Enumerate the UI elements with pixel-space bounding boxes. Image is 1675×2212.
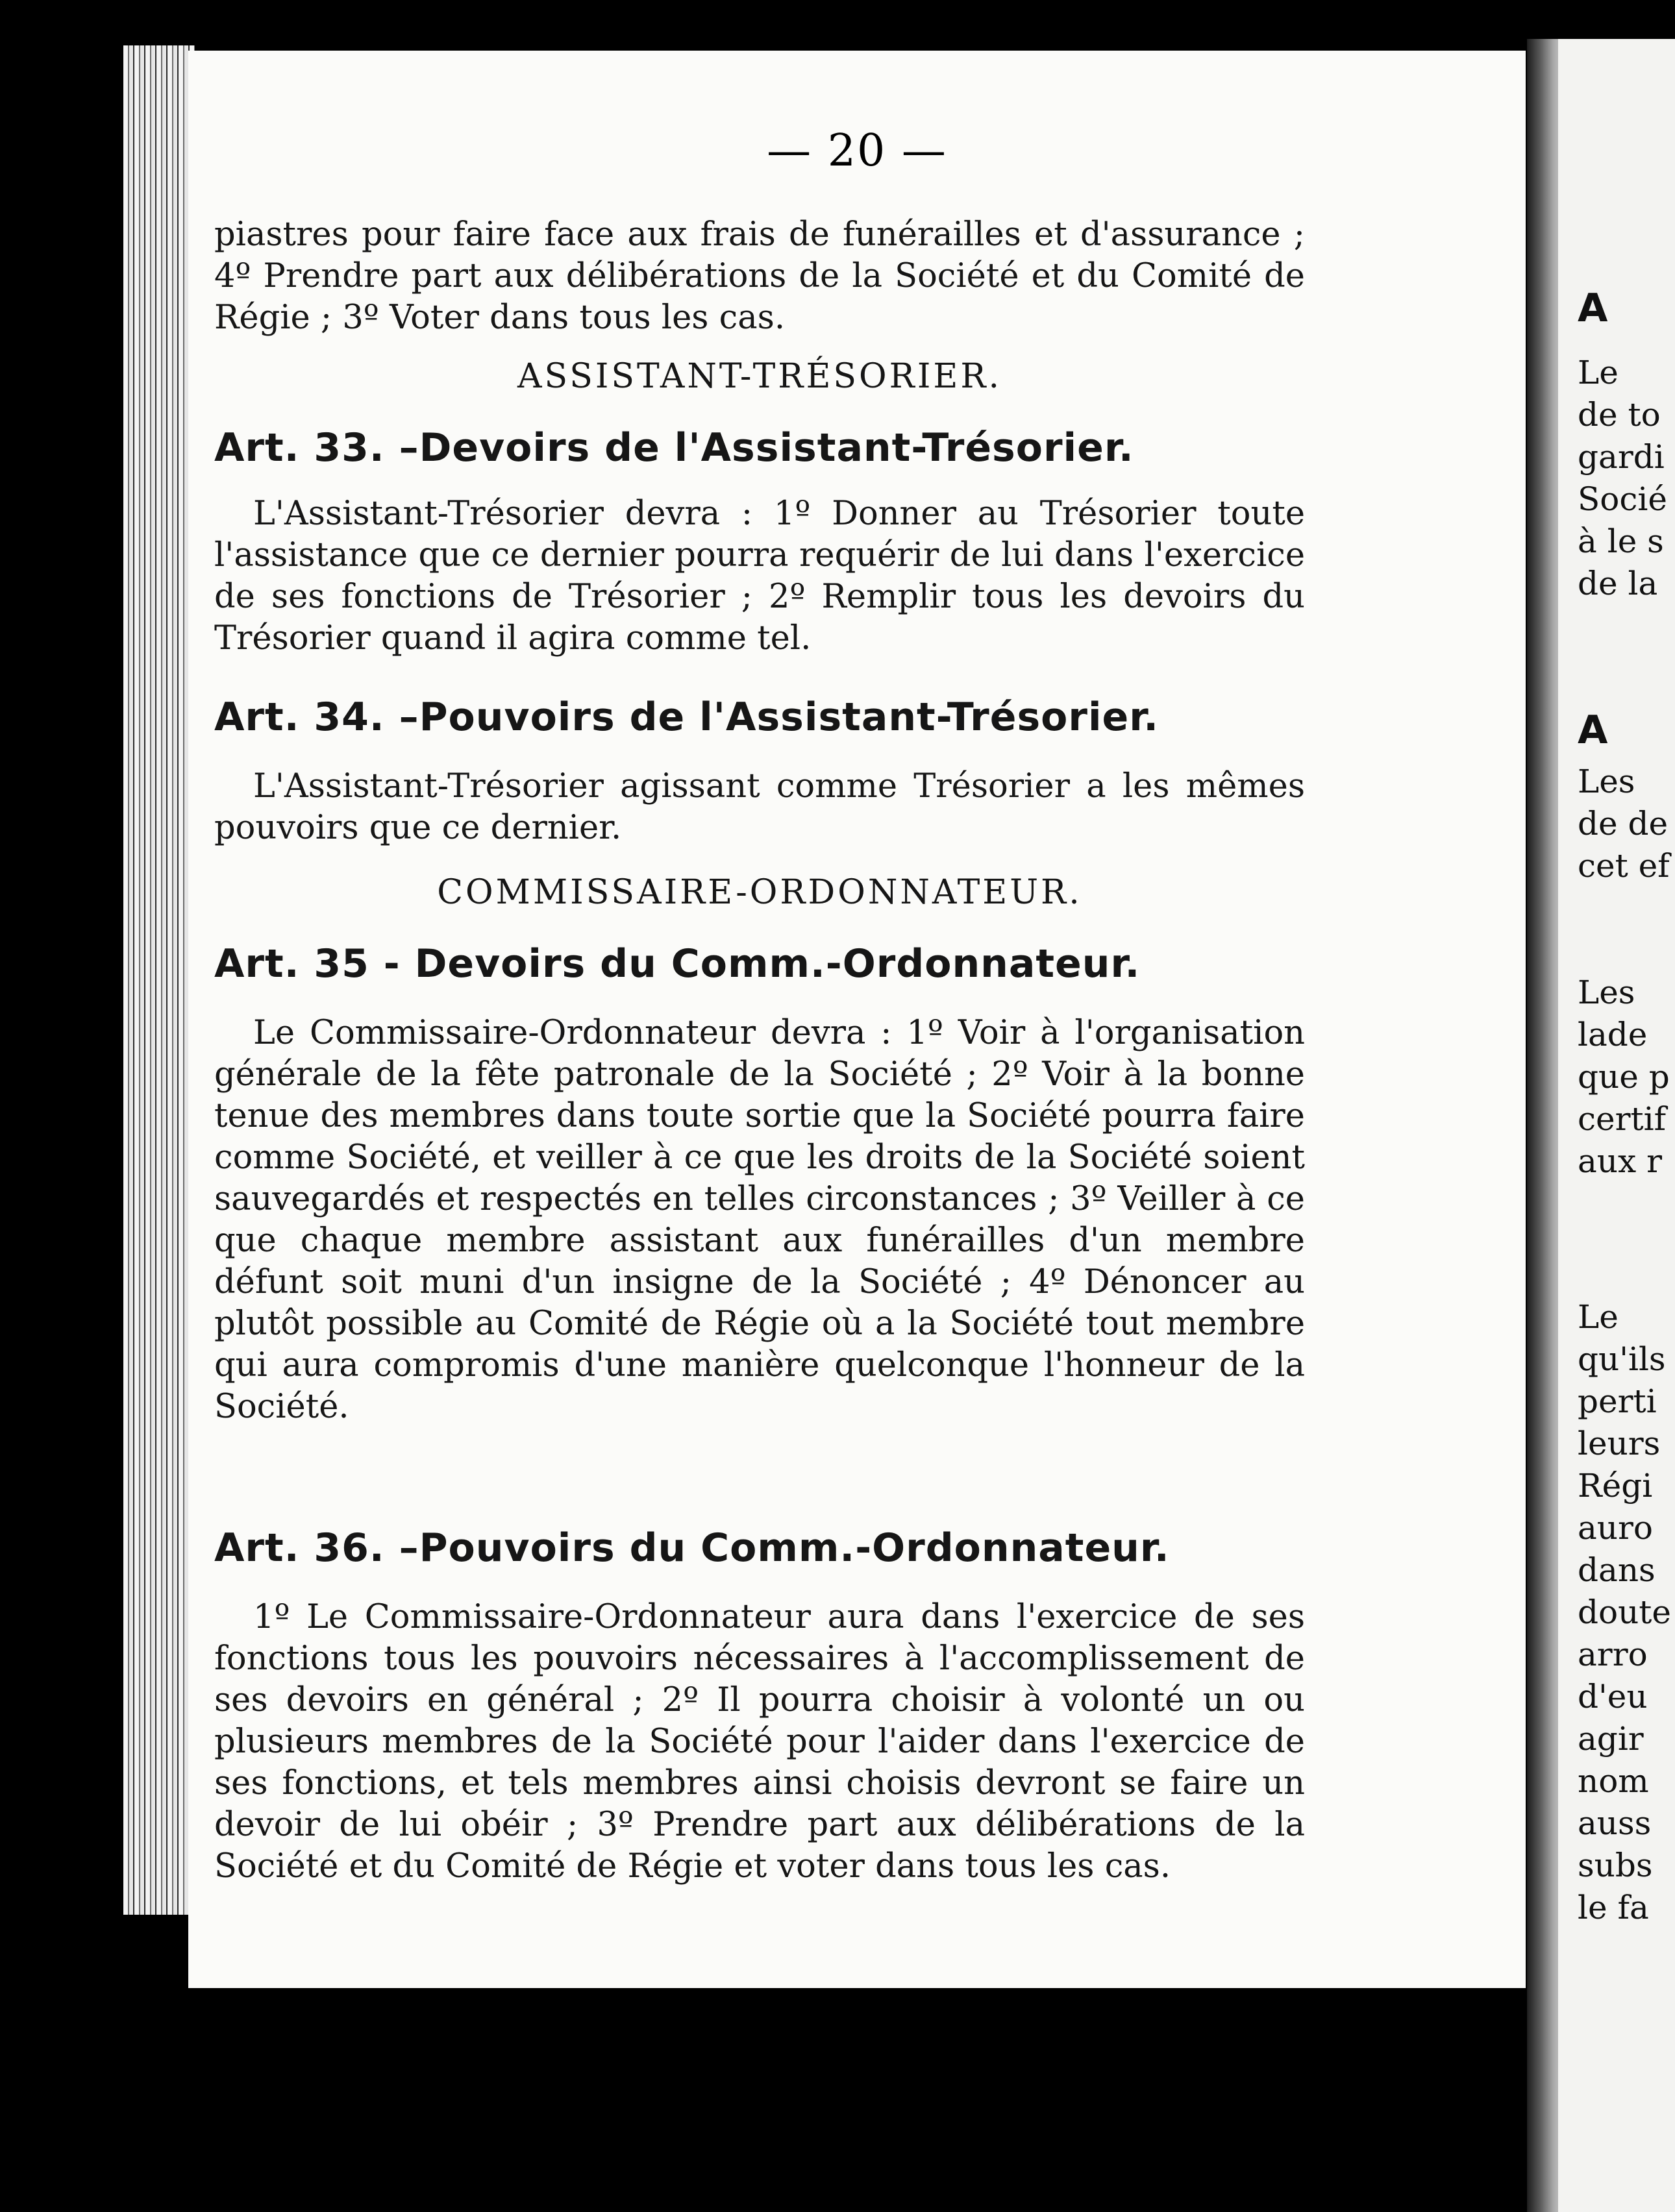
article-36-text: 1º Le Commissaire-Ordonnateur aura dans l'exercice de ses fonctions tous les pouvoirs nécessaires à l'accomplissement de ses devoirs en général ; 2º Il pourra choisir à volonté un ou plusieurs membres de la Société pour l'aider dans l'exercice de ses fonctions, et tels membres ainsi choisis devront se faire un devoir de lui obéir ; 3º Prendre part aux délibérations de la Société et du Comité de Régie et voter dans tous les cas. bbox=[214, 1598, 1305, 1886]
article-33-title: Art. 33. –Devoirs de l'Assistant-Trésorier. bbox=[214, 425, 1134, 471]
facing-line: que p bbox=[1578, 1058, 1670, 1096]
facing-line: Le bbox=[1578, 354, 1619, 391]
page-edges bbox=[123, 45, 195, 1915]
facing-line: A bbox=[1578, 286, 1608, 331]
article-33-text: L'Assistant-Trésorier devra : 1º Donner au Trésorier toute l'assistance que ce dernier pourra requérir de lui dans l'exercice de ses fonctions de Trésorier ; 2º Remplir tous les devoirs du Trésorier quand il agira comme tel. bbox=[214, 495, 1305, 657]
page-number: — 20 — bbox=[767, 125, 947, 177]
article-35-title: Art. 35 - Devoirs du Comm.-Ordonnateur. bbox=[214, 941, 1141, 987]
facing-line: Socié bbox=[1578, 480, 1667, 518]
facing-line: Les bbox=[1578, 763, 1635, 800]
facing-line: Le bbox=[1578, 1298, 1619, 1336]
facing-line: A bbox=[1578, 707, 1608, 753]
facing-line: auro bbox=[1578, 1509, 1654, 1547]
article-35-text: Le Commissaire-Ordonnateur devra : 1º Voir à l'organisation générale de la fête patronale de la Société ; 2º Voir à la bonne tenue des membres dans toute sortie que la Société pourra faire comme Société, et veiller à ce que les droits de la Société soient sauvegardés et respectés en telles circonstances ; 3º Veiller à ce que chaque membre assistant aux funérailles d'un membre défunt soit muni d'un insigne de la Société ; 4º Dénoncer au plutôt possible au Comité de Régie où a la Société tout membre qui aura compromis d'une manière quelconque l'honneur de la Société. bbox=[214, 1014, 1305, 1426]
facing-line: aux r bbox=[1578, 1142, 1663, 1180]
facing-line: lade bbox=[1578, 1016, 1648, 1053]
section-heading-assistant-tresorier: ASSISTANT-TRÉSORIER. bbox=[517, 357, 1002, 396]
facing-line: dans bbox=[1578, 1551, 1656, 1589]
article-34-text: L'Assistant-Trésorier agissant comme Trésorier a les mêmes pouvoirs que ce dernier. bbox=[214, 767, 1305, 847]
facing-line: Régi bbox=[1578, 1467, 1653, 1505]
facing-line: auss bbox=[1578, 1804, 1652, 1842]
facing-line: le fa bbox=[1578, 1889, 1649, 1926]
facing-page bbox=[1558, 39, 1675, 2212]
facing-line: doute bbox=[1578, 1593, 1671, 1631]
facing-line: agir bbox=[1578, 1720, 1644, 1758]
facing-line: qu'ils bbox=[1578, 1340, 1666, 1378]
section-heading-commissaire-ordonnateur: COMMISSAIRE-ORDONNATEUR. bbox=[437, 873, 1082, 912]
intro-paragraph: piastres pour faire face aux frais de funérailles et d'assurance ; 4º Prendre part aux délibérations de la Société et du Comité de Régie ; 3º Voter dans tous les cas. bbox=[214, 215, 1305, 337]
facing-line: de de bbox=[1578, 805, 1669, 842]
facing-line: subs bbox=[1578, 1847, 1653, 1884]
facing-line: arro bbox=[1578, 1636, 1648, 1673]
facing-line: nom bbox=[1578, 1762, 1649, 1800]
article-36-title: Art. 36. –Pouvoirs du Comm.-Ordonnateur. bbox=[214, 1525, 1170, 1571]
facing-line: gardi bbox=[1578, 438, 1665, 476]
facing-line: Les bbox=[1578, 974, 1635, 1011]
facing-line: certif bbox=[1578, 1100, 1667, 1138]
facing-line: d'eu bbox=[1578, 1678, 1648, 1715]
facing-line: de la bbox=[1578, 565, 1658, 602]
facing-line: de to bbox=[1578, 396, 1661, 434]
article-34-title: Art. 34. –Pouvoirs de l'Assistant-Trésorier. bbox=[214, 694, 1160, 740]
facing-line: à le s bbox=[1578, 522, 1664, 560]
facing-line: cet ef bbox=[1578, 847, 1670, 885]
facing-line: leurs bbox=[1578, 1425, 1661, 1462]
facing-line: perti bbox=[1578, 1382, 1657, 1420]
